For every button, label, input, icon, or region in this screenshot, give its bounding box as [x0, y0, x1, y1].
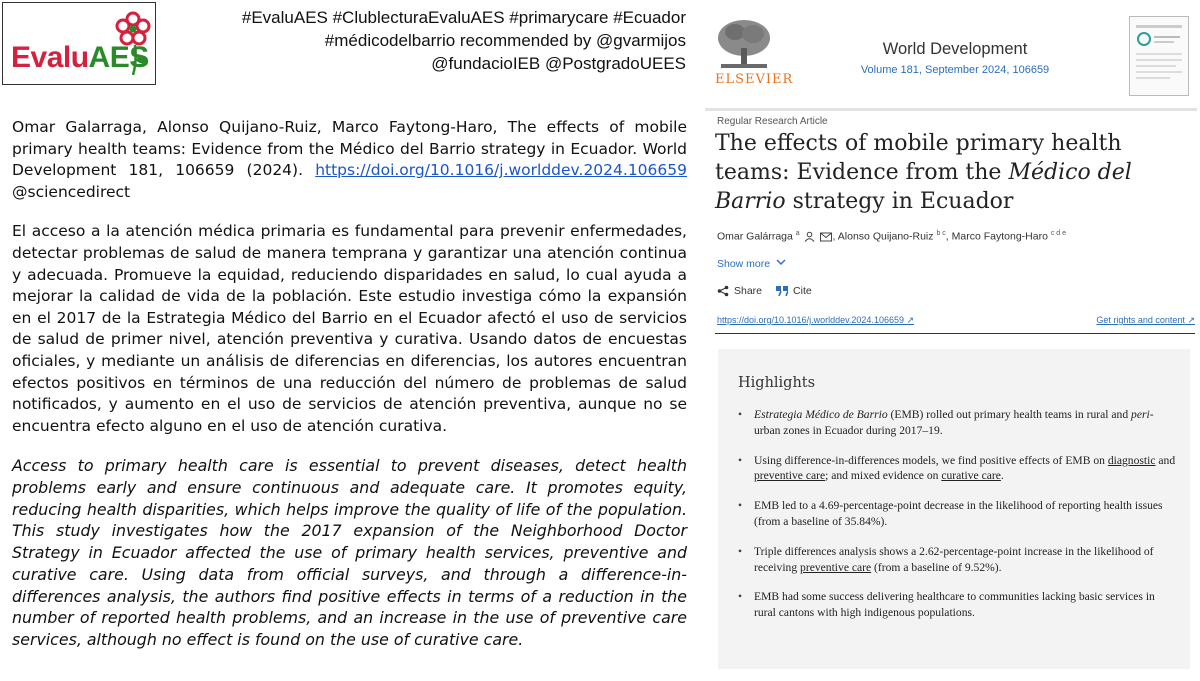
author-3-affil: c d e — [1050, 230, 1067, 237]
logo-wordmark — [11, 41, 149, 75]
highlights-list — [738, 407, 1178, 635]
topic-link-curative-care[interactable]: curative care — [941, 469, 1001, 483]
article-type: Regular Research Article — [717, 116, 828, 127]
topic-link-preventive-care-2[interactable]: preventive care — [800, 560, 872, 574]
title-part-1: The effects of mobile primary health teams: Evidence from the — [715, 131, 1122, 185]
highlight-item-3: • EMB led to a 4.69-percentage-point decrease in the likelihood of reporting health issues (from a baseline of 35.84%). — [738, 498, 1178, 530]
title-italic: Médico del Barrio — [715, 160, 1132, 214]
journal-cover-thumbnail[interactable] — [1129, 16, 1189, 96]
author-separator-2: , — [945, 230, 952, 243]
article-actions — [717, 285, 812, 297]
author-separator-1: , — [832, 230, 838, 243]
author-list — [717, 230, 1193, 243]
highlight-4-text-a: Triple differences analysis shows a 2.62-percentage-point increase in the likelihood of receiving — [754, 544, 1154, 574]
highlight-item-5: • EMB had some success delivering healthcare to communities lacking basic services in rural cantons with high indigenous populations. — [738, 589, 1178, 621]
article-card — [705, 4, 1197, 676]
doi-row — [715, 308, 1195, 334]
doi-link-text: https://doi.org/10.1016/j.worlddev.2024.106659 — [717, 315, 904, 325]
rights-link[interactable] — [1096, 315, 1195, 326]
journal-volume[interactable]: Volume 181, September 2024, 106659 — [860, 64, 1050, 76]
citation-text: Omar Galarraga, Alonso Quijano-Ruiz, Marco Faytong-Haro, The effects of mobile primary health teams: Evidence from the Médico del Barrio strategy in Ecuador. World Development 181, 106659 (2024). — [12, 118, 687, 180]
highlight-1-text-a: (EMB) rolled out primary health teams in rural and — [887, 408, 1132, 421]
author-2-affil: b c — [936, 230, 946, 237]
highlight-2-text-d: . — [1000, 469, 1004, 483]
journal-name[interactable]: World Development — [882, 40, 1028, 58]
external-link-icon: ↗ — [906, 315, 915, 325]
topic-link-diagnostic[interactable]: diagnostic — [1107, 453, 1156, 467]
highlight-1-italic-2: peri — [1131, 408, 1150, 421]
highlight-item-4 — [738, 544, 1178, 576]
title-part-2: strategy in Ecuador — [785, 189, 1014, 214]
cover-image-icon — [1130, 17, 1188, 95]
hashtags-block — [166, 6, 686, 75]
publisher-name: ELSEVIER — [715, 72, 794, 87]
author-1-name[interactable]: Omar Galárraga — [717, 230, 793, 243]
citation-doi-link[interactable]: https://doi.org/10.1016/j.worlddev.2024.106659 — [315, 161, 687, 180]
person-icon[interactable] — [804, 231, 815, 242]
logo-text-aes: AES — [88, 41, 149, 74]
chevron-down-icon — [776, 259, 786, 266]
share-icon — [717, 285, 729, 297]
share-button[interactable] — [717, 285, 762, 297]
highlight-2-text-a: Using difference-in-differences models, we find positive effects of EMB on — [754, 453, 1108, 467]
topic-link-preventive-care[interactable]: preventive care — [754, 469, 826, 483]
share-label: Share — [734, 285, 763, 297]
highlight-1-text-b: -urban zones in Ecuador during 2017–19. — [754, 408, 1154, 437]
citation-paragraph — [12, 117, 687, 203]
highlight-2-text-c: ; and mixed evidence on — [825, 469, 942, 483]
highlights-title: Highlights — [738, 375, 816, 391]
show-more-label: Show more — [717, 258, 771, 270]
article-title — [715, 129, 1195, 216]
highlight-4-text-b: (from a baseline of 9.52%). — [871, 560, 1002, 574]
cite-button[interactable] — [776, 285, 812, 297]
elsevier-tree-icon — [715, 18, 773, 70]
highlight-1-italic: Estrategia Médico de Barrio — [754, 408, 888, 421]
hashtags-line-2: #médicodelbarrio recommended by @gvarmijos — [324, 31, 686, 50]
doi-link[interactable] — [717, 315, 914, 326]
author-1-affil: a — [795, 230, 800, 237]
summary-spanish: El acceso a la atención médica primaria es fundamental para prevenir enfermedades, detectar problemas de salud de manera temprana y garantizar una atención continua y adecuada. Promueve la equidad, reduciendo disparidades en salud, lo cual ayuda a mejorar la calidad de vida de la población. Este estudio investiga cómo la expansión en el 2017 de la Estrategia Médico del Barrio en el Ecuador afectó el uso de servicios de salud de primer nivel, atención preventiva y curativa. Usando datos de encuestas oficiales, y mediante un análisis de diferencias en diferencias, los autores encuentran efectos positivos en términos de una reducción del número de problemas de salud notificados, y aumento en el uso de servicios de atención preventiva, aunque no se encuentra efecto alguno en el uso de atención curativa. — [12, 222, 687, 435]
author-3-name[interactable]: Marco Faytong-Haro — [951, 230, 1048, 243]
hashtags-line-1: #EvaluAES #ClublecturaEvaluAES #primarycare #Ecuador — [241, 8, 686, 27]
summary-english: Access to primary health care is essential to prevent diseases, detect health problems early and ensure continuous and adequate care. It promotes equity, reducing health disparities, which helps improve the quality of life of the population. This study investigates how the 2017 expansion of the Neighborhood Doctor Strategy in Ecuador affected the use of primary health services, preventive and curative care. Using data from official surveys, and through a difference-in-differences analysis, the authors find positive effects in terms of a reduction in the number of reported health problems, and an increase in the use of preventive care services, although no effect is found on the use of curative care. — [12, 456, 687, 649]
external-link-icon: ↗ — [1187, 315, 1195, 325]
highlight-2-text-b: and — [1155, 453, 1176, 467]
show-more-button[interactable] — [717, 258, 786, 270]
email-icon[interactable] — [820, 232, 832, 242]
journal-masthead — [705, 4, 1197, 111]
left-text-body — [12, 117, 687, 669]
highlight-item-2 — [738, 453, 1178, 485]
logo-text-evalu: Evalu — [11, 41, 89, 74]
citation-handle: @sciencedirect — [12, 182, 131, 201]
quote-icon — [776, 286, 788, 296]
highlight-item-1 — [738, 407, 1178, 439]
hashtags-line-3: @fundacioIEB @PostgradoUEES — [431, 54, 686, 73]
highlights-box — [718, 349, 1190, 669]
rights-link-text: Get rights and content — [1096, 315, 1185, 325]
evaluaes-logo — [2, 2, 156, 85]
author-2-name[interactable]: Alonso Quijano-Ruiz — [837, 230, 934, 243]
cite-label: Cite — [793, 285, 812, 297]
